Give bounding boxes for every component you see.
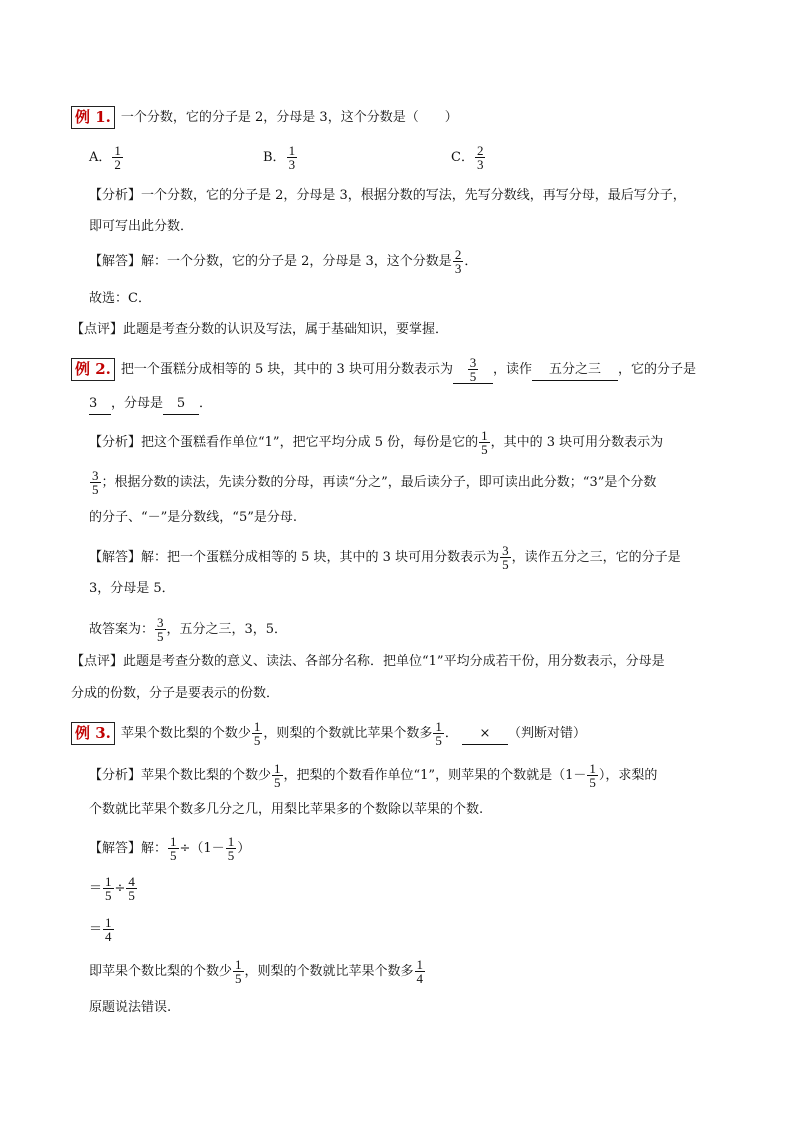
- ex2-final-text-2: ，五分之三，3，5．: [166, 622, 288, 637]
- fraction-denominator: 5: [274, 775, 281, 790]
- ex3-step1-line: [89, 875, 138, 902]
- fraction-denominator: 5: [170, 848, 177, 863]
- ex2-read-blank: 五分之三: [532, 360, 618, 381]
- ex2-comment-line1: 【点评】此题是考查分数的意义、读法、各部分名称．把单位“1”平均分成若干份，用分数表示，分母是: [71, 654, 665, 669]
- ex2-analysis-fraction-2: [90, 469, 101, 496]
- ex2-answer-line2: 3，分母是 5．: [89, 581, 175, 596]
- ex3-analysis-text-2: ，把梨的个数看作单位“1”，则苹果的个数就是（1－: [283, 768, 587, 783]
- ex3-answer-line: [89, 835, 250, 862]
- fraction-numerator: 1: [435, 719, 442, 734]
- ex3-answer-text: 【解答】解：: [89, 841, 168, 856]
- ex2-denominator-blank: 5: [163, 394, 199, 415]
- ex3-question-fraction-2: [433, 720, 444, 747]
- fraction-numerator: 1: [170, 834, 177, 849]
- ex3-question-text-2: ，则梨的个数就比苹果个数多: [263, 726, 433, 741]
- fraction-denominator: 4: [105, 929, 112, 944]
- ex3-answer-fraction-2: [226, 835, 237, 862]
- ex2-analysis-line3: 的分子、“－”是分数线，“5”是分母.: [89, 510, 297, 525]
- fraction-denominator: 5: [235, 971, 242, 986]
- ex2-final-line: [89, 616, 287, 643]
- ex3-question-dot: ．: [444, 726, 458, 741]
- ex1-answer-line: [89, 248, 477, 275]
- ex3-step2-fraction: [103, 916, 114, 943]
- ex2-question-line2: [89, 394, 212, 415]
- ex1-option-b: [263, 144, 298, 171]
- fraction-numerator: 2: [454, 247, 462, 262]
- fraction-numerator: 4: [128, 874, 135, 889]
- ex2-denominator-prompt: ，分母是: [111, 396, 164, 411]
- ex3-conclusion-fraction-2: [415, 958, 426, 985]
- ex3-question-text: 苹果个数比梨的个数少: [120, 726, 251, 741]
- ex1-label: 例 1.: [71, 106, 115, 129]
- ex2-question-end: ．: [199, 396, 213, 411]
- fraction-numerator: 3: [469, 355, 477, 370]
- ex3-conclusion-text-2: ，则梨的个数就比苹果个数多: [244, 964, 414, 979]
- fraction-numerator: 1: [589, 761, 596, 776]
- option-b-label: B．: [263, 150, 286, 165]
- ex2-analysis-fraction: [479, 429, 490, 456]
- fraction-denominator: 5: [227, 848, 235, 863]
- ex3-analysis-text-3: ），求梨的: [598, 768, 658, 783]
- fraction-numerator: 1: [253, 719, 261, 734]
- fraction-denominator: 5: [92, 482, 99, 497]
- ex2-question-text: 把一个蛋糕分成相等的 5 块，其中的 3 块可用分数表示为: [120, 362, 453, 377]
- ex3-label: 例 3.: [71, 722, 115, 745]
- fraction-numerator: 1: [481, 428, 488, 443]
- fraction-numerator: 1: [105, 874, 112, 889]
- ex2-analysis-text-2: ，其中的 3 块可用分数表示为: [490, 435, 664, 450]
- fraction-denominator: 5: [253, 733, 261, 748]
- ex3-final: 原题说法错误.: [89, 1000, 172, 1015]
- ex2-final-fraction: [155, 616, 166, 643]
- fraction-denominator: 5: [435, 733, 442, 748]
- ex2-answer-line: [89, 544, 681, 571]
- option-c-fraction: [475, 144, 486, 171]
- fraction-denominator: 2: [114, 157, 121, 172]
- fraction-denominator: 5: [481, 442, 488, 457]
- ex1-analysis-line1: 【分析】一个分数，它的分子是 2，分母是 3，根据分数的写法，先写分数线，再写分母，最后写分子，: [89, 188, 686, 203]
- ex2-fraction-blank: [453, 356, 493, 384]
- ex3-conclusion-text: 即苹果个数比梨的个数少: [89, 964, 233, 979]
- ex3-step2-line: [89, 916, 115, 943]
- option-b-fraction: [287, 144, 298, 171]
- fraction-denominator: 4: [416, 971, 424, 986]
- ex1-answer-end: ．: [464, 254, 478, 269]
- ex3-step1-equals: ＝: [89, 881, 103, 896]
- ex3-analysis-fraction-1: [272, 762, 283, 789]
- ex2-analysis-line2: [89, 469, 656, 496]
- fraction-numerator: 1: [105, 915, 112, 930]
- fraction-denominator: 3: [288, 157, 296, 172]
- fraction-numerator: 1: [114, 143, 121, 158]
- ex3-answer-blank: ×: [462, 724, 508, 745]
- ex3-step1-fraction-1: [103, 875, 114, 902]
- fraction-numerator: 3: [502, 543, 509, 558]
- ex2-label: 例 2.: [71, 358, 115, 381]
- ex2-numerator-prompt: ，它的分子是: [617, 362, 696, 377]
- ex3-analysis-line2: 个数就比苹果个数多几分之几，用梨比苹果多的个数除以苹果的个数.: [89, 802, 484, 817]
- ex3-step1-divide: ÷: [114, 881, 126, 896]
- ex2-comment-line2: 分成的份数，分子是要表示的份数．: [71, 686, 280, 701]
- ex2-question-fraction: [468, 356, 479, 383]
- ex2-analysis-text: 【分析】把这个蛋糕看作单位“1”，把它平均分成 5 份，每份是它的: [89, 435, 479, 450]
- ex1-analysis-line2: 即可写出此分数．: [89, 219, 194, 234]
- ex1-option-a: [89, 144, 124, 171]
- ex2-numerator-blank: 3: [89, 394, 111, 415]
- ex3-analysis-text: 【分析】苹果个数比梨的个数少: [89, 768, 272, 783]
- ex2-analysis-text-3: ；根据分数的读法，先读分数的分母，再读“分之”，最后读分子，即可读出此分数；“3”是个分数: [101, 475, 657, 490]
- ex3-step1-fraction-2: [126, 875, 137, 902]
- ex3-question-line: [71, 720, 586, 747]
- fraction-denominator: 5: [589, 775, 596, 790]
- option-a-fraction: [112, 144, 123, 171]
- fraction-numerator: 3: [92, 468, 99, 483]
- ex3-conclusion-line: [89, 958, 426, 985]
- ex3-analysis-fraction-2: [587, 762, 598, 789]
- fraction-denominator: 5: [105, 888, 112, 903]
- fraction-denominator: 5: [128, 888, 135, 903]
- fraction-denominator: 3: [454, 261, 462, 276]
- ex2-answer-text-2: ，读作五分之三，它的分子是: [511, 550, 681, 565]
- ex1-question-line: [71, 106, 458, 129]
- ex2-final-text: 故答案为：: [89, 622, 155, 637]
- ex3-question-end: （判断对错）: [507, 726, 586, 741]
- ex3-answer-close: ）: [237, 841, 251, 856]
- ex2-answer-text: 【解答】解：把一个蛋糕分成相等的 5 块，其中的 3 块可用分数表示为: [89, 550, 500, 565]
- ex1-question: 一个分数，它的分子是 2，分母是 3，这个分数是（ ）: [120, 110, 458, 125]
- fraction-numerator: 1: [416, 957, 424, 972]
- ex1-choice: 故选：C．: [89, 291, 151, 306]
- ex3-step2-equals: ＝: [89, 922, 103, 937]
- fraction-denominator: 5: [502, 557, 509, 572]
- fraction-numerator: 2: [476, 143, 484, 158]
- ex1-option-c: [451, 144, 486, 171]
- option-a-label: A．: [89, 150, 112, 165]
- ex2-read-prompt: ，读作: [492, 362, 532, 377]
- ex3-question-fraction-1: [252, 720, 263, 747]
- ex1-answer-fraction: [453, 248, 464, 275]
- fraction-numerator: 1: [235, 957, 242, 972]
- fraction-denominator: 5: [469, 369, 477, 384]
- ex3-answer-divide: ÷（1－: [179, 841, 225, 856]
- ex2-question-line: [71, 356, 696, 384]
- ex3-analysis-line1: [89, 762, 657, 789]
- ex2-analysis-line1: [89, 429, 663, 456]
- fraction-denominator: 5: [157, 629, 164, 644]
- fraction-numerator: 1: [274, 761, 281, 776]
- fraction-numerator: 1: [288, 143, 296, 158]
- ex1-answer-text: 【解答】解：一个分数，它的分子是 2，分母是 3，这个分数是: [89, 254, 452, 269]
- ex2-answer-fraction: [500, 544, 511, 571]
- ex1-comment: 【点评】此题是考查分数的认识及写法，属于基础知识，要掌握．: [71, 322, 449, 337]
- option-c-label: C．: [451, 150, 474, 165]
- ex3-conclusion-fraction-1: [233, 958, 244, 985]
- fraction-denominator: 3: [476, 157, 484, 172]
- fraction-numerator: 3: [157, 615, 164, 630]
- fraction-numerator: 1: [227, 834, 235, 849]
- ex3-answer-fraction-1: [168, 835, 179, 862]
